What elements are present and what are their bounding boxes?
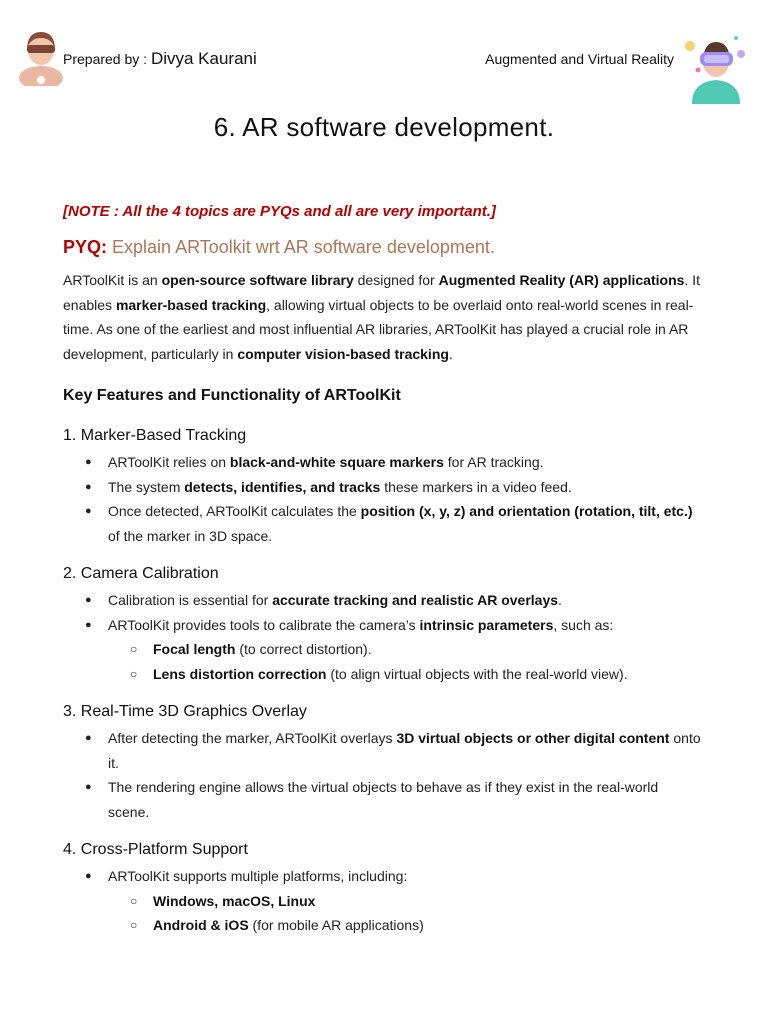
pyq-question (63, 234, 703, 260)
bold-text: detects, identifies, and tracks (184, 478, 381, 495)
sub-list-container (63, 889, 703, 938)
bold-text: Windows, macOS, Linux (153, 892, 316, 909)
section-heading: 1. Marker-Based Tracking (63, 427, 247, 444)
bullet-item (63, 475, 703, 500)
bullet-list (63, 450, 703, 548)
pyq-question-text: Explain ARToolkit wrt AR software development. (112, 237, 495, 257)
bold-text: computer vision-based tracking (237, 345, 449, 362)
document-body (63, 200, 703, 938)
text-run: , such as: (553, 616, 614, 633)
bold-text: marker-based tracking (115, 296, 267, 313)
sub-bullet-list (63, 637, 703, 686)
bold-text: black-and-white square markers (229, 454, 444, 470)
text-run: Calibration is essential for (108, 592, 273, 608)
section-spacer (63, 824, 703, 836)
important-note: [NOTE : All the 4 topics are PYQs and all are very important.] (63, 203, 496, 220)
sub-bullet-item (63, 913, 703, 938)
text-run: for AR tracking. (443, 454, 544, 470)
sub-list-container (63, 637, 703, 686)
section-spacer (63, 410, 703, 422)
text-run: ARToolKit supports multiple platforms, including: (108, 868, 408, 884)
sub-bullet-item (63, 662, 703, 687)
text-run: The rendering engine allows the virtual objects to behave as if they exist in the real-world scene. (108, 779, 659, 820)
bullet-item (63, 499, 703, 548)
course-title: Augmented and Virtual Reality (485, 51, 674, 67)
sub-bullet-item (63, 637, 703, 662)
section-spacer (63, 548, 703, 560)
key-features-heading: Key Features and Functionality of ARToolKit (63, 387, 401, 404)
bold-text: Augmented Reality (AR) applications (438, 272, 685, 288)
vr-headset-person-icon (678, 28, 754, 104)
text-run: these markers in a video feed. (380, 478, 572, 495)
bold-text: Focal length (153, 641, 236, 657)
text-run: (to align virtual objects with the real-world view). (326, 665, 628, 682)
page-header (0, 0, 768, 110)
text-run: After detecting the marker, ARToolKit overlays (108, 730, 397, 746)
text-run: onto it. (108, 730, 701, 771)
text-run: of the marker in 3D space. (108, 527, 273, 544)
bold-text: open-source software library (161, 272, 354, 288)
text-run: . (558, 592, 562, 608)
section-spacer (63, 686, 703, 698)
bullet-item (63, 775, 703, 824)
text-run: designed for (353, 272, 439, 288)
bullet-list (63, 864, 703, 938)
sub-bullet-item (63, 889, 703, 914)
bold-text: Android & iOS (153, 917, 249, 933)
section-heading: 4. Cross-Platform Support (63, 841, 248, 858)
text-run: . (448, 345, 453, 362)
text-run: The system (108, 478, 185, 495)
text-run: (to correct distortion). (235, 641, 372, 657)
pyq-tag: PYQ: (63, 237, 108, 257)
bold-text: 3D virtual objects or other digital content (396, 730, 670, 746)
intro-paragraph (63, 268, 703, 366)
bullet-item (63, 864, 703, 889)
prepared-by-label: Prepared by : (63, 51, 151, 67)
bullet-item (63, 450, 703, 475)
prepared-by (63, 49, 257, 69)
bullet-item (63, 613, 703, 638)
bold-text: position (x, y, z) and orientation (rotation, tilt, etc.) (360, 503, 693, 519)
bold-text: accurate tracking and realistic AR overlays (272, 592, 559, 608)
bullet-item (63, 726, 703, 775)
bold-text: intrinsic parameters (419, 616, 554, 633)
text-run: ARToolKit provides tools to calibrate the camera’s (108, 616, 420, 633)
text-run: ARToolKit relies on (108, 454, 230, 470)
author-avatar-icon (18, 28, 64, 86)
bullet-list (63, 588, 703, 686)
text-run: , allowing virtual objects to be overlaid onto real-world scenes in real-time. As one of the earliest and most influential AR libraries, ARToolKit has played a crucial role in AR development, particularly in (63, 296, 694, 362)
text-run: (for mobile AR applications) (248, 917, 424, 933)
text-run: . It enables (63, 272, 700, 313)
bullet-item (63, 588, 703, 613)
sub-bullet-list (63, 889, 703, 938)
feature-sections (63, 410, 703, 938)
text-run: ARToolKit is an (63, 272, 162, 288)
section-heading: 3. Real-Time 3D Graphics Overlay (63, 703, 307, 720)
text-run: Once detected, ARToolKit calculates the (108, 503, 361, 519)
bullet-list (63, 726, 703, 824)
page-title: 6. AR software development. (213, 112, 555, 142)
author-name: Divya Kaurani (150, 49, 257, 68)
bold-text: Lens distortion correction (153, 665, 327, 682)
section-heading: 2. Camera Calibration (63, 565, 219, 582)
